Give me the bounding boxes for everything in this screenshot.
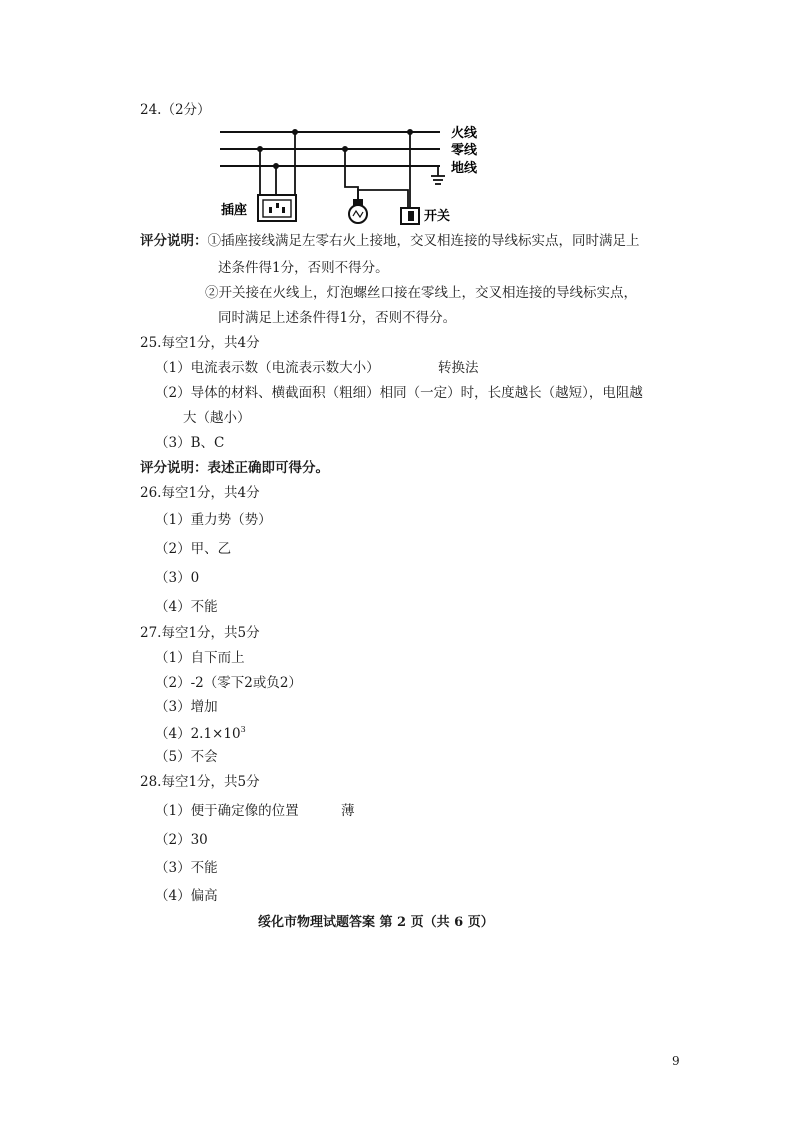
- q28-answer-2: （2）30: [155, 832, 208, 848]
- q28-answer-3: （3）不能: [155, 860, 218, 876]
- q26-answer-2: （2）甲、乙: [155, 541, 232, 557]
- light-bulb-icon: [349, 199, 367, 223]
- q26-answer-1: （1）重力势（势）: [155, 512, 272, 528]
- q25-answer-2-line2: 大（越小）: [183, 410, 251, 426]
- q25-answer-2-line1: （2）导体的材料、横截面积（粗细）相同（一定）时，长度越长（越短），电阻越: [155, 385, 643, 401]
- q28-answer-1b: 薄: [341, 803, 355, 819]
- q24-note2-line2: 同时满足上述条件得1分，否则不得分。: [218, 310, 457, 326]
- q25-answer-1b: 转换法: [438, 360, 479, 376]
- q24-heading: 24.（2分）: [140, 102, 211, 118]
- q26-answer-4: （4）不能: [155, 599, 218, 615]
- q27-answer-5: （5）不会: [155, 749, 218, 765]
- q27-answer-4: $(4)2.1\times 10^3$: [155, 725, 246, 742]
- q27-answer-4-exponent: 3: [240, 725, 246, 734]
- q28-heading: 28.每空1分，共5分: [140, 774, 260, 790]
- lamp-switch-wiring: [345, 132, 410, 208]
- q28-answer-1: （1）便于确定像的位置: [155, 803, 299, 819]
- ground-symbol-icon: [431, 166, 445, 184]
- q27-heading: 27.每空1分，共5分: [140, 625, 260, 641]
- q25-answer-3: （3）B、C: [155, 435, 225, 451]
- q24-note2-line1: ②开关接在火线上，灯泡螺丝口接在零线上，交叉相连接的导线标实点，: [205, 285, 637, 301]
- q25-answer-1: （1）电流表示数（电流表示数大小）: [155, 360, 380, 376]
- socket-label: 插座: [221, 203, 248, 218]
- q27-answer-2: （2）-2（零下2或负2）: [155, 675, 302, 691]
- q28-answer-4: （4）偏高: [155, 888, 218, 904]
- neutral-wire-label: 零线: [451, 143, 478, 158]
- q25-heading: 25.每空1分，共4分: [140, 335, 260, 351]
- q24-note1-line2: 述条件得1分，否则不得分。: [218, 260, 389, 276]
- page-number: 9: [672, 1054, 680, 1068]
- circuit-diagram: [205, 120, 495, 230]
- ground-wire-label: 地线: [451, 161, 478, 176]
- q25-note: 评分说明：表述正确即可得分。: [140, 460, 329, 476]
- q27-answer-1: （1）自下而上: [155, 650, 245, 666]
- switch-label: 开关: [424, 209, 451, 224]
- q26-heading: 26.每空1分，共4分: [140, 485, 260, 501]
- q24-note-label: 评分说明：①插座接线满足左零右火上接地，交叉相连接的导线标实点，同时满足上: [140, 233, 640, 249]
- q26-answer-3: （3）0: [155, 570, 200, 586]
- switch-icon: [401, 208, 419, 224]
- q27-answer-3: （3）增加: [155, 699, 218, 715]
- q24-note1-line1: ①插座接线满足左零右火上接地，交叉相连接的导线标实点，同时满足上: [207, 233, 640, 249]
- live-wire-label: 火线: [451, 126, 478, 141]
- page-footer: 绥化市物理试题答案 第 2 页（共 6 页）: [258, 915, 494, 930]
- socket-icon: [258, 195, 296, 221]
